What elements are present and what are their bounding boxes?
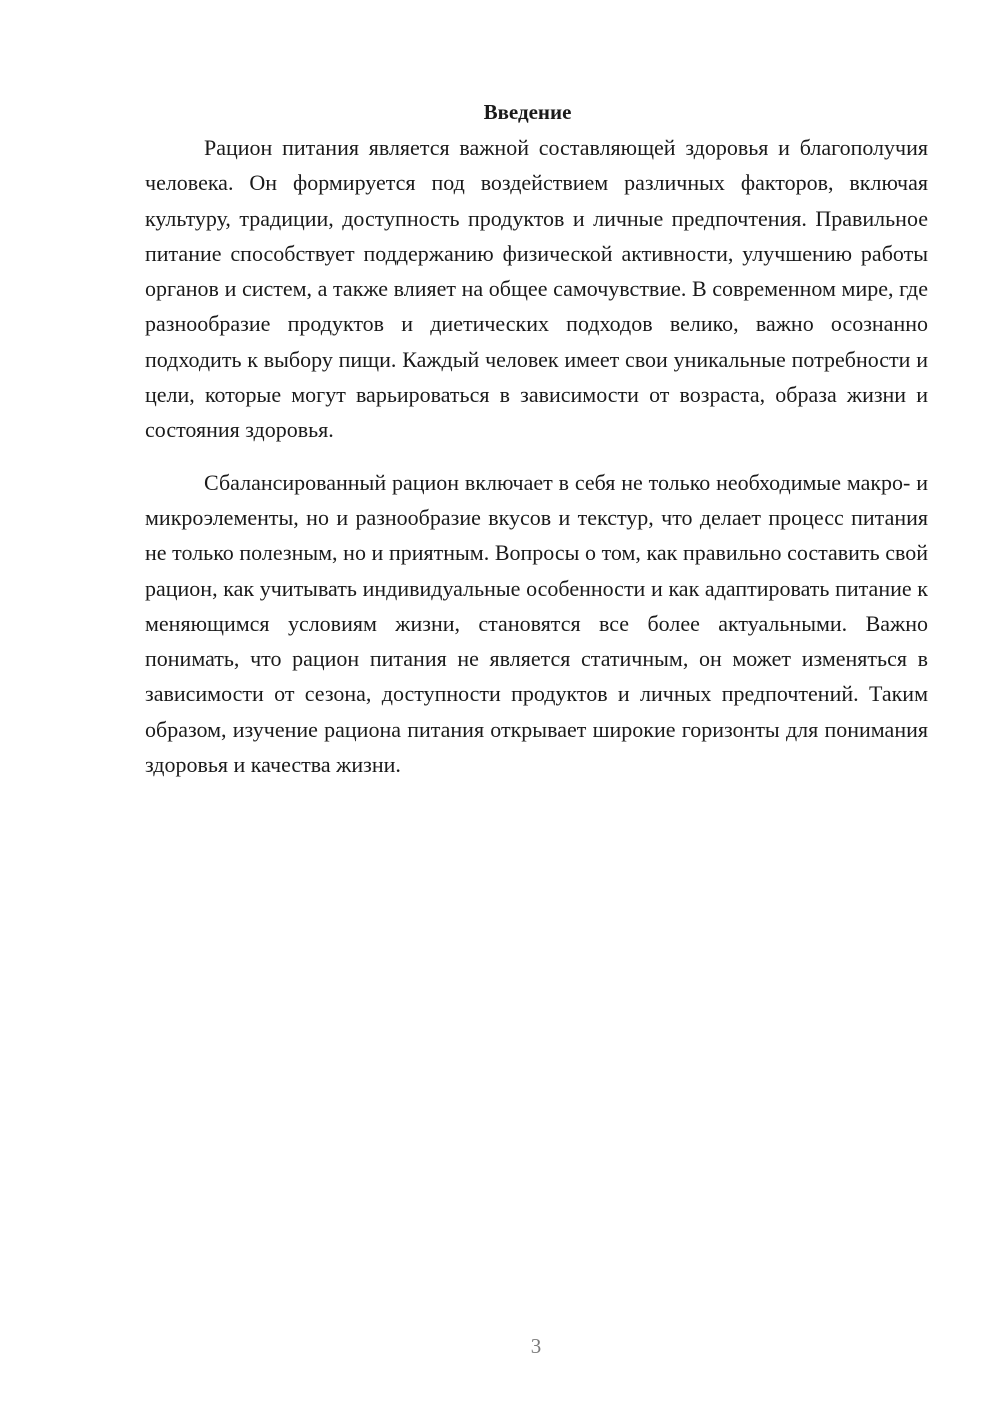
section-heading: Введение — [483, 100, 572, 124]
paragraph-1: Рацион питания является важной составляющей здоровья и благополучия человека. Он формируется под воздействием различных факторов, включая культуру, традиции, доступность продуктов и личные предпочтения. Правильное питание способствует поддержанию физической активности, улучшению работы органов и систем, а также влияет на общее самочувствие. В современном мире, где разнообразие продуктов и диетических подходов велико, важно осознанно подходить к выбору пищи. Каждый человек имеет свои уникальные потребности и цели, которые могут варьироваться в зависимости от возраста, образа жизни и состояния здоровья. — [145, 135, 928, 443]
paragraph-2: Сбалансированный рацион включает в себя не только необходимые макро- и микроэлементы, но и разнообразие вкусов и текстур, что делает процесс питания не только полезным, но и приятным. Вопросы о том, как правильно составить свой рацион, как учитывать индивидуальные особенности и как адаптировать питание к меняющимся условиям жизни, становятся все более актуальными. Важно понимать, что рацион питания не является статичным, он может изменяться в зависимости от сезона, доступности продуктов и личных предпочтений. Таким образом, изучение рациона питания открывает широкие горизонты для понимания здоровья и качества жизни. — [145, 469, 928, 778]
page-content — [145, 94, 928, 782]
page-number: 3 — [530, 1334, 542, 1358]
